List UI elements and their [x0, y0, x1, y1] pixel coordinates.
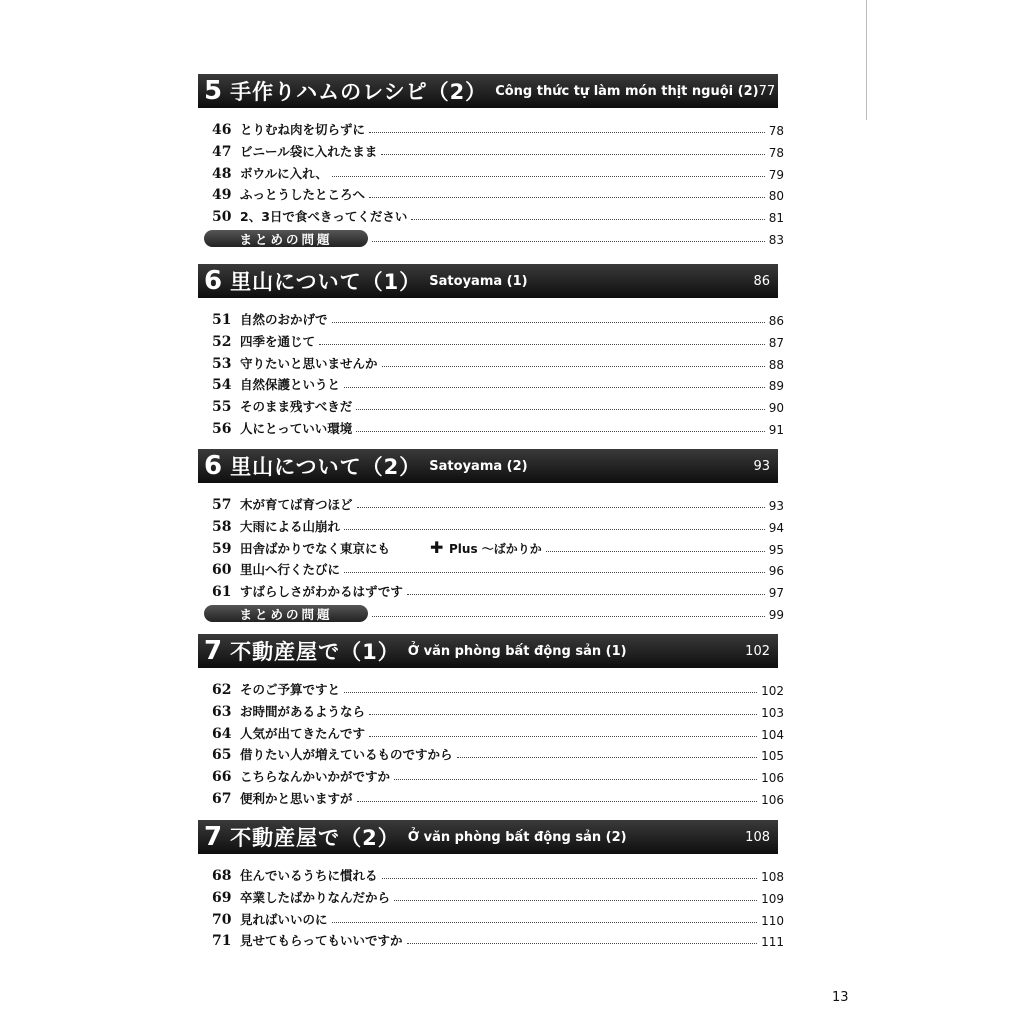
plus-text: Plus ～ばかりか	[449, 541, 542, 556]
leader-dots	[369, 736, 757, 737]
toc-entry[interactable]	[212, 352, 784, 372]
section-subtitle: Công thức tự làm món thịt nguội (2)	[495, 83, 759, 99]
entry-text: ビニール袋に入れたまま	[240, 143, 378, 159]
entry-page: 79	[768, 167, 784, 182]
leader-dots	[369, 714, 757, 715]
section-title: 手作りハムのレシピ（2）	[230, 80, 488, 104]
entry-number: 66	[212, 769, 232, 786]
entry-page: 97	[768, 586, 784, 601]
entry-number: 47	[212, 143, 232, 160]
toc-entry[interactable]	[212, 118, 784, 138]
entry-text: 四季を通じて	[240, 333, 316, 349]
entry-text: 人気が出てきたんです	[240, 725, 366, 741]
entry-text: 人にとっていい環境	[240, 421, 353, 436]
section-page: 108	[745, 829, 770, 845]
leader-dots	[382, 366, 765, 367]
section-subtitle: Ở văn phòng bất động sản (1)	[407, 643, 627, 659]
entry-text: そのまま残すべきだ	[240, 399, 353, 415]
section-page: 102	[745, 643, 770, 659]
leader-dots	[344, 692, 757, 693]
entry-number: 56	[212, 421, 232, 437]
entry-page: 89	[768, 379, 784, 394]
toc-entry[interactable]	[212, 765, 784, 785]
entry-page: 93	[768, 499, 784, 513]
entry-text: すばらしさがわかるはずです	[240, 584, 403, 600]
entry-text: 自然保護というと	[240, 377, 341, 393]
entry-text: そのご予算ですと	[240, 682, 341, 697]
leader-dots	[546, 551, 765, 552]
entry-text: 田舎ばかりでなく東京にも	[240, 540, 391, 556]
section-title: 里山について（2）	[230, 455, 422, 479]
entry-page: 102	[761, 684, 784, 698]
section-subtitle: Ở văn phòng bất động sản (2)	[407, 829, 627, 845]
entry-number: 64	[212, 725, 232, 742]
leader-dots	[372, 241, 765, 242]
entry-page: 104	[761, 727, 784, 742]
entry-text: 便利かと思いますが	[240, 791, 353, 806]
entry-number: 50	[212, 209, 232, 226]
entry-number: 57	[212, 497, 232, 513]
section-number: 6	[204, 266, 223, 296]
entry-page: 111	[761, 935, 784, 950]
leader-dots	[407, 594, 765, 595]
toc-entry[interactable]	[212, 580, 784, 600]
entry-page: 95	[768, 542, 784, 557]
entry-text: こちらなんかいかがですか	[240, 769, 391, 785]
entry-page: 78	[768, 145, 784, 160]
entry-page: 96	[768, 564, 784, 579]
leader-dots	[369, 132, 765, 133]
toc-entry[interactable]	[212, 886, 784, 906]
leader-dots	[356, 409, 764, 410]
entry-number: 60	[212, 562, 232, 579]
section-header	[198, 74, 778, 108]
entry-page: 88	[768, 357, 784, 372]
entry-text: 大雨による山崩れ	[240, 518, 341, 534]
entry-number: 52	[212, 333, 232, 350]
entry-number: 54	[212, 377, 232, 394]
section-title: 不動産屋で（1）	[230, 640, 400, 664]
leader-dots	[357, 507, 765, 508]
toc-entry[interactable]	[212, 908, 784, 928]
toc-entry[interactable]	[212, 929, 784, 949]
entry-text: 守りたいと思いませんか	[240, 355, 378, 371]
toc-entry[interactable]	[212, 722, 784, 742]
toc-entry[interactable]	[212, 678, 784, 698]
leader-dots	[411, 219, 764, 220]
entry-number: 48	[212, 165, 232, 182]
entry-page: 106	[761, 771, 784, 786]
review-row[interactable]	[212, 227, 784, 247]
section-header	[198, 264, 778, 298]
entry-number: 68	[212, 868, 232, 884]
entry-number: 49	[212, 187, 232, 204]
leader-dots	[382, 878, 758, 879]
section-header	[198, 634, 778, 668]
leader-dots	[332, 176, 765, 177]
entry-page: 78	[768, 124, 784, 138]
toc-entry[interactable]	[212, 515, 784, 535]
entry-text: 2、3日で食べきってください	[240, 209, 408, 225]
toc-entry[interactable]	[212, 558, 784, 578]
toc-entry[interactable]	[212, 162, 784, 182]
toc-entry[interactable]	[212, 537, 784, 557]
toc-entry[interactable]	[212, 205, 784, 225]
leader-dots	[344, 572, 765, 573]
leader-dots	[332, 922, 758, 923]
entry-page: 81	[768, 211, 784, 226]
toc-entry[interactable]	[212, 787, 784, 807]
entry-number: 46	[212, 122, 232, 138]
entry-number: 51	[212, 312, 232, 328]
section-page: 93	[753, 458, 770, 474]
toc-entry[interactable]	[212, 140, 784, 160]
entry-text: とりむね肉を切らずに	[240, 122, 366, 137]
page-number: 13	[832, 990, 849, 1005]
entry-text: 借りたい人が増えているものですから	[240, 747, 453, 763]
entry-page: 80	[768, 189, 784, 204]
toc-entry[interactable]	[212, 183, 784, 203]
entry-text: ボウルに入れ、	[240, 165, 328, 181]
entry-text: ふっとうしたところへ	[240, 187, 366, 203]
leader-dots	[319, 344, 765, 345]
entry-number: 59	[212, 540, 232, 557]
section-number: 5	[204, 76, 223, 106]
entry-page: 83	[768, 233, 784, 247]
entry-number: 63	[212, 703, 232, 720]
entry-page: 109	[761, 891, 784, 906]
entry-text: 見ればいいのに	[240, 911, 328, 927]
plus-note	[430, 538, 542, 557]
leader-dots	[381, 154, 764, 155]
toc-entry[interactable]	[212, 330, 784, 350]
entry-number: 65	[212, 747, 232, 764]
entry-text: 卒業したばかりなんだから	[240, 889, 391, 905]
entry-number: 58	[212, 518, 232, 535]
section-header	[198, 449, 778, 483]
entry-page: 103	[761, 705, 784, 720]
leader-dots	[372, 616, 765, 617]
leader-dots	[344, 387, 765, 388]
leader-dots	[344, 529, 765, 530]
toc-entry[interactable]	[212, 417, 784, 437]
toc-entry[interactable]	[212, 743, 784, 763]
section-number: 7	[204, 822, 223, 852]
leader-dots	[394, 900, 757, 901]
entry-number: 69	[212, 889, 232, 906]
entry-number: 55	[212, 399, 232, 416]
entry-page: 86	[768, 314, 784, 328]
toc-entry[interactable]	[212, 864, 784, 884]
toc-entry[interactable]	[212, 493, 784, 513]
entry-number: 62	[212, 682, 232, 698]
plus-icon: ✚	[430, 537, 449, 557]
leader-dots	[357, 801, 758, 802]
leader-dots	[407, 943, 758, 944]
entry-page: 105	[761, 749, 784, 764]
entry-page: 110	[761, 913, 784, 928]
section-title: 里山について（1）	[230, 270, 422, 294]
review-label: まとめの問題	[204, 230, 368, 247]
entry-page: 87	[768, 335, 784, 350]
entry-number: 53	[212, 355, 232, 372]
leader-dots	[356, 431, 764, 432]
entry-number: 71	[212, 933, 232, 950]
entry-text: お時間があるようなら	[240, 703, 366, 719]
entry-page: 94	[768, 520, 784, 535]
entry-page: 99	[768, 608, 784, 622]
entry-page: 91	[768, 423, 784, 437]
review-label: まとめの問題	[204, 605, 368, 622]
section-subtitle: Satoyama (2)	[429, 458, 528, 474]
entry-page: 106	[761, 793, 784, 807]
section-page: 77	[758, 83, 776, 99]
section-number: 7	[204, 636, 223, 666]
toc-entry[interactable]	[212, 308, 784, 328]
entry-text: 木が育てば育つほど	[240, 497, 353, 512]
entry-page: 108	[761, 870, 784, 884]
toc-entry[interactable]	[212, 373, 784, 393]
section-page: 86	[753, 273, 770, 289]
leader-dots	[332, 322, 765, 323]
entry-text: 見せてもらってもいいですか	[240, 933, 403, 949]
entry-text: 住んでいるうちに慣れる	[240, 868, 378, 883]
toc-entry[interactable]	[212, 700, 784, 720]
toc-entry[interactable]	[212, 395, 784, 415]
leader-dots	[394, 779, 757, 780]
section-header	[198, 820, 778, 854]
entry-text: 里山へ行くたびに	[240, 562, 341, 578]
section-title: 不動産屋で（2）	[230, 826, 400, 850]
section-number: 6	[204, 451, 223, 481]
leader-dots	[457, 757, 758, 758]
entry-page: 90	[768, 401, 784, 416]
entry-number: 67	[212, 791, 232, 807]
section-subtitle: Satoyama (1)	[429, 273, 528, 289]
entry-number: 70	[212, 911, 232, 928]
leader-dots	[369, 197, 765, 198]
review-row[interactable]	[212, 602, 784, 622]
entry-number: 61	[212, 584, 232, 601]
entry-text: 自然のおかげで	[240, 312, 328, 327]
